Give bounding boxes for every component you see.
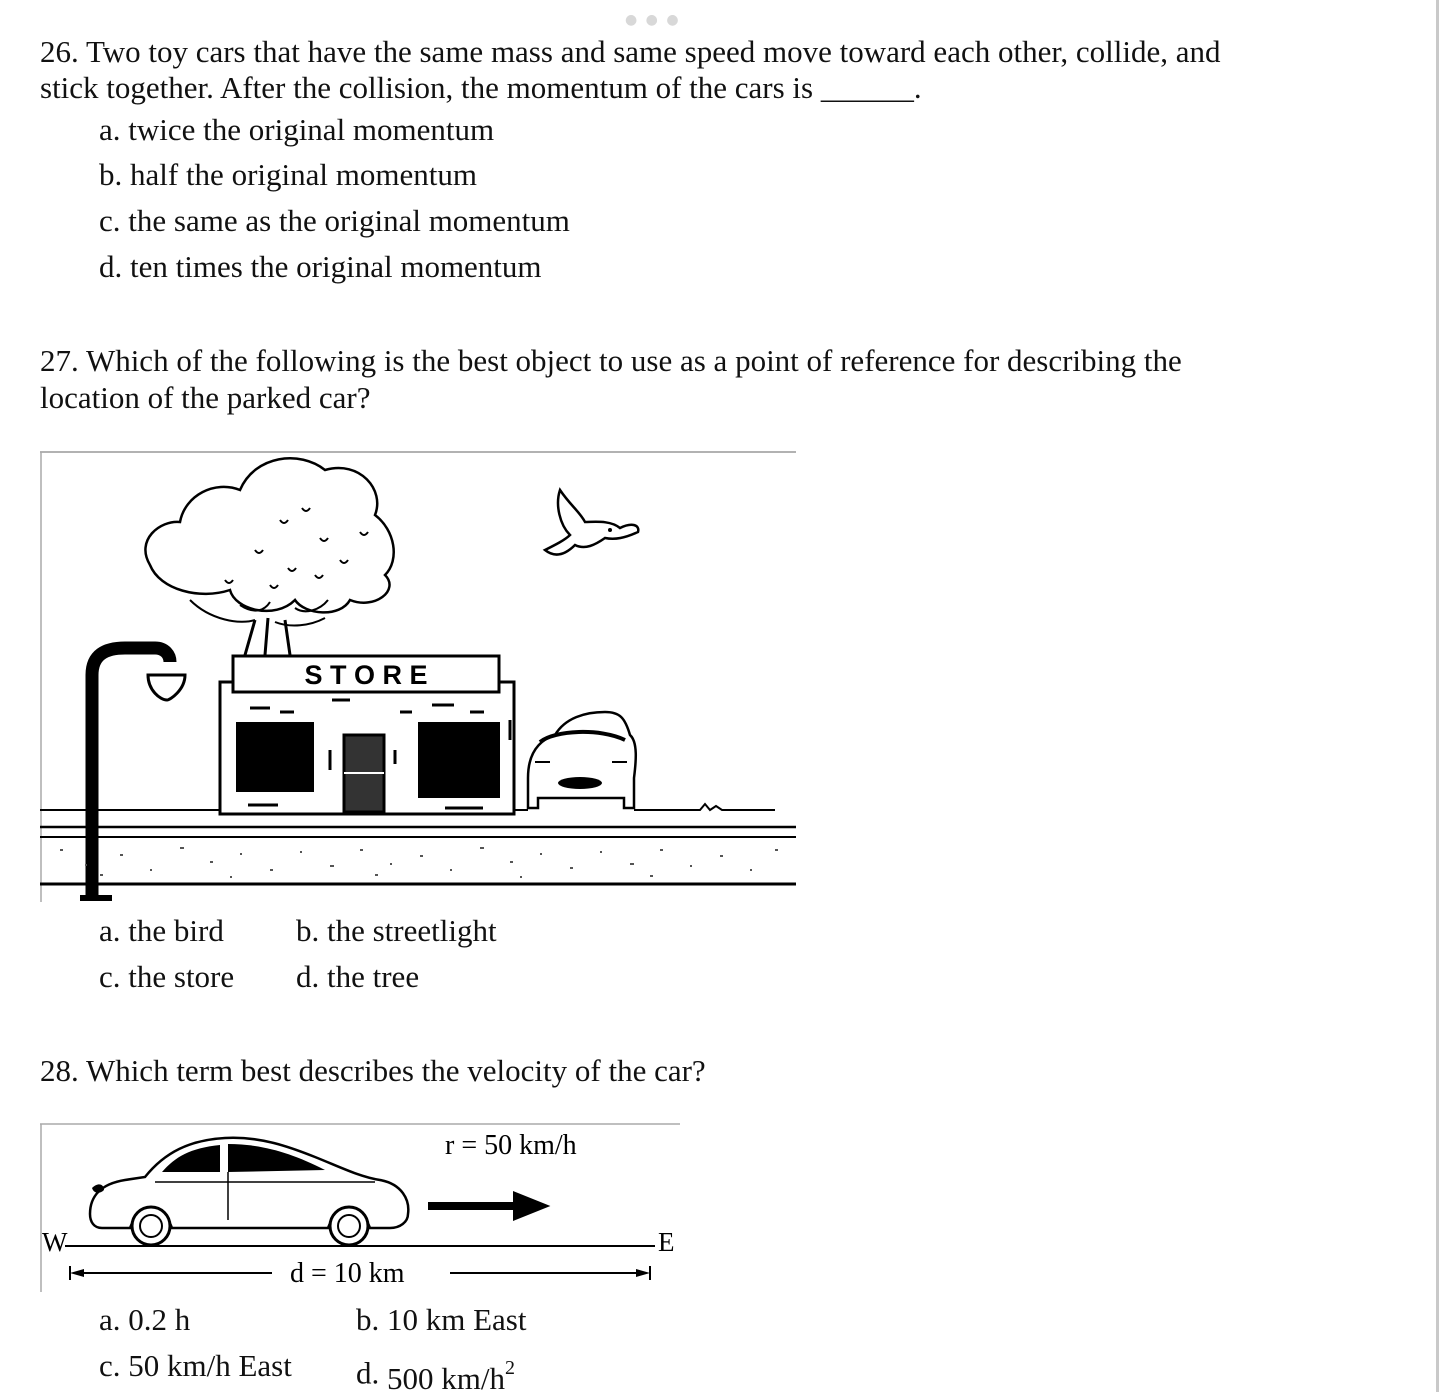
bird-icon xyxy=(545,490,638,555)
q28-line1: 28. Which term best describes the velocity of the car? xyxy=(40,1053,706,1088)
q26-line2: stick together. After the collision, the momentum of the cars is ______. xyxy=(40,70,922,105)
q26-option-b[interactable]: b. half the original momentum xyxy=(99,157,477,192)
distance-left-arrowhead xyxy=(70,1269,84,1277)
distance-label: d = 10 km xyxy=(290,1258,405,1289)
q27-option-d[interactable]: d. the tree xyxy=(296,959,420,994)
q28-option-d[interactable] xyxy=(356,1348,515,1396)
q26-option-c[interactable]: c. the same as the original momentum xyxy=(99,203,570,238)
q27-option-b[interactable]: b. the streetlight xyxy=(296,913,497,948)
q27-option-a[interactable]: a. the bird xyxy=(99,913,224,948)
q27-option-c[interactable]: c. the store xyxy=(99,959,235,994)
q28-option-d-unit: 500 km/h xyxy=(387,1361,505,1396)
store-sign: S T O R E xyxy=(304,660,428,690)
q27-line2: location of the parked car? xyxy=(40,380,371,415)
q26-line1: 26. Two toy cars that have the same mass and same speed move toward each other, collide, and xyxy=(40,34,1221,69)
east-label: E xyxy=(658,1227,675,1257)
q26-option-d[interactable]: d. ten times the original momentum xyxy=(99,249,542,284)
parked-car-icon xyxy=(528,712,636,808)
q27-figure xyxy=(40,450,796,906)
q28-option-b[interactable]: b. 10 km East xyxy=(356,1302,527,1337)
q26-option-a[interactable]: a. twice the original momentum xyxy=(99,112,495,147)
q28-option-a[interactable]: a. 0.2 h xyxy=(99,1302,191,1337)
gravel-texture xyxy=(60,848,778,877)
q27-line1: 27. Which of the following is the best object to use as a point of reference for describing the xyxy=(40,343,1182,378)
q28-figure xyxy=(40,1122,690,1294)
q28-option-d-exponent: 2 xyxy=(504,1357,515,1379)
more-icon: ● ● ● xyxy=(625,12,681,28)
rate-label: r = 50 km/h xyxy=(445,1130,577,1161)
west-label: W xyxy=(42,1227,68,1257)
arrow-right-icon xyxy=(430,1194,545,1218)
tree-icon xyxy=(145,458,393,655)
moving-car-icon xyxy=(90,1138,408,1245)
store-icon xyxy=(220,656,514,814)
streetlight-icon xyxy=(80,648,185,900)
distance-right-arrowhead xyxy=(636,1269,650,1277)
q28-option-d-value xyxy=(387,1357,515,1396)
q28-option-c[interactable]: c. 50 km/h East xyxy=(99,1348,292,1383)
q28-option-d-prefix: d. xyxy=(356,1355,380,1391)
